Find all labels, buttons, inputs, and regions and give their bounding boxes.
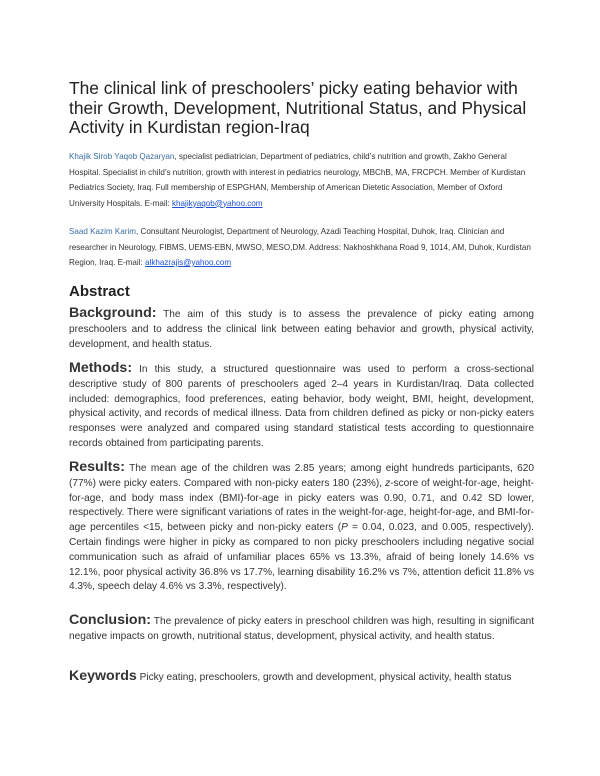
- affiliation-text-2: , Consultant Neurologist, Department of Neurology, Azadi Teaching Hospital, Duhok, Iraq. Clinician and researcher in Neurology, FIBMS, UEMS-EBN, MWSO, MESO,DM. Address: Nakhoshkhana Road 9, 1014, AM, Duhok, Kurdistan Region, Iraq. E-mail:: [69, 227, 531, 267]
- email-link-1[interactable]: khajikyaqob@yahoo.com: [172, 198, 263, 208]
- methods-text: In this study, a structured questionnaire was used to perform a cross-sectional descriptive study of 800 parents of preschoolers aged 2–4 years in Kurdistan/Iraq. Data collected included: demographics, food preferences, eating behavior, body weight, BMI, height, development, physical activity, and records of medical illness. Data from children defined as picky or non-picky eaters responses were analyzed and compared using standard statistical tests according to questionnaire records obtained from participating parents.: [69, 364, 534, 449]
- results-text-2: -score of weight-for-age, height-for-age, and body mass index (BMI)-for-age in picky eaters was 0.90, 0.71, and 0.42 SD lower, respectively. There were significant variations of rates in the weight-for-age, height-for-age, and BMI-for-age percentiles <15, between picky and non-picky eaters (: [69, 477, 535, 534]
- keywords-paragraph: [69, 669, 534, 686]
- author-name-1[interactable]: Khajik Sirob Yaqob Qazaryan: [69, 152, 175, 161]
- affiliation-text-1: , specialist pediatrician, Department of pediatrics, child’s nutrition and growth, Zakho General Hospital. Specialist in child’s nutrition, growth with interest in pediatrics neurology, MBChB, MA, FRCPCH. Member of Kurdistan Pediatrics Society, Iraq. Full membership of ESPGHAN, Membership of American Dietetic Association, Member of Oxford University Hospitals. E-mail:: [69, 152, 526, 208]
- background-label: Background:: [69, 305, 157, 321]
- background-text: The aim of this study is to assess the prevalence of picky eating among preschoolers and to address the clinical link between eating behavior and growth, physical activity, development, and health status.: [69, 309, 534, 350]
- results-text-1: The mean age of the children was 2.85 years; among eight hundreds participants, 620 (77%) were picky eaters. Compared with non-picky eaters 180 (23%),: [69, 463, 534, 489]
- results-label: Results:: [69, 459, 125, 475]
- results-paragraph: [69, 460, 534, 595]
- keywords-label: Keywords: [69, 668, 137, 684]
- z-score-symbol: z: [385, 477, 391, 489]
- conclusion-paragraph: [69, 613, 534, 645]
- author-affiliation-2: [69, 224, 539, 271]
- conclusion-label: Conclusion:: [69, 612, 151, 628]
- author-name-2[interactable]: Saad Kazim Karim: [69, 227, 137, 236]
- methods-label: Methods:: [69, 360, 133, 376]
- email-link-2[interactable]: alkhazrajis@yahoo.com: [145, 258, 232, 267]
- author-affiliation-1: [69, 149, 539, 211]
- keywords-text: Picky eating, preschoolers, growth and development, physical activity, health status: [136, 672, 512, 683]
- methods-paragraph: [69, 361, 534, 452]
- p-value-symbol: P: [341, 522, 348, 534]
- abstract-heading: Abstract: [69, 283, 130, 300]
- results-text-3: = 0.04, 0.023, and 0.005, respectively). Certain findings were higher in picky as compared to non picky preschoolers including negative social communication such as afraid of unfamiliar places 65% vs 13.3%, afraid of being lonely 14.6% vs 12.1%, poor physical activity 36.8% vs 17.7%, learning disability 16.2% vs 7%, attention deficit 11.8% vs 4.3%, speech delay 4.6% vs 3.3%, respectively).: [69, 522, 534, 593]
- conclusion-text: The prevalence of picky eaters in preschool children was high, resulting in significant negative impacts on growth, nutritional status, development, physical activity, and health status.: [69, 616, 534, 642]
- paper-title: The clinical link of preschoolers’ picky eating behavior with their Growth, Development, Nutritional Status, and Physical Activity in Kurdistan region-Iraq: [69, 78, 527, 138]
- background-paragraph: [69, 306, 534, 352]
